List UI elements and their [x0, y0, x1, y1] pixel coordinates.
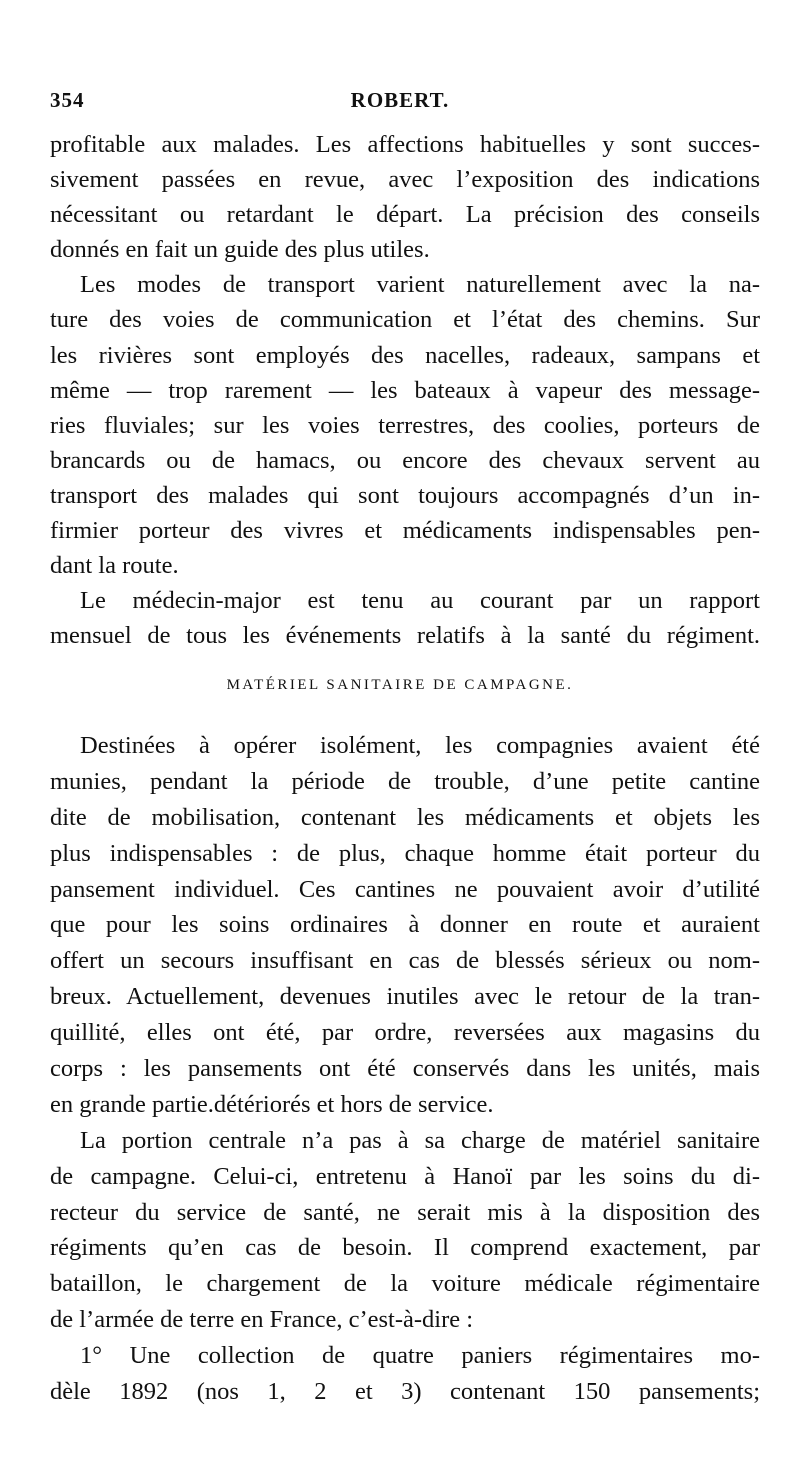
text-block-1: [50, 127, 760, 653]
text-line: bataillon, le chargement de la voiture médicale régimentaire: [50, 1270, 760, 1298]
text-line: dant la route.: [50, 552, 179, 580]
text-line: corps : les pansements ont été conservés dans les unités, mais: [50, 1055, 760, 1083]
text-line: munies, pendant la période de trouble, d’une petite cantine: [50, 767, 760, 795]
running-head: ROBERT.: [350, 88, 450, 112]
text-line: régiments qu’en cas de besoin. Il comprend exactement, par: [50, 1234, 760, 1262]
text-line: même — trop rarement — les bateaux à vapeur des message-: [50, 376, 760, 404]
text-line: plus indispensables : de plus, chaque homme était porteur du: [50, 839, 760, 867]
text-line: mensuel de tous les événements relatifs à la santé du régiment.: [50, 622, 760, 650]
text-line: dite de mobilisation, contenant les médicaments et objets les: [50, 803, 760, 831]
text-line: Le médecin-major est tenu au courant par un rapport: [80, 587, 760, 615]
page-number: 354: [50, 88, 85, 112]
text-line: breux. Actuellement, devenues inutiles avec le retour de la tran-: [50, 983, 760, 1011]
text-line: Destinées à opérer isolément, les compagnies avaient été: [80, 732, 760, 759]
text-line: ture des voies de communication et l’état des chemins. Sur: [50, 306, 760, 334]
text-line: pansement individuel. Ces cantines ne pouvaient avoir d’utilité: [50, 875, 760, 903]
text-line: en grande partie.détériorés et hors de service.: [50, 1090, 494, 1118]
text-line: transport des malades qui sont toujours accompagnés d’un in-: [50, 481, 760, 509]
text-line: recteur du service de santé, ne serait mis à la disposition des: [50, 1198, 760, 1226]
text-line: de campagne. Celui-ci, entretenu à Hanoï par les soins du di-: [50, 1162, 760, 1190]
page-header: [50, 88, 750, 118]
text-line: Les modes de transport varient naturellement avec la na-: [80, 271, 760, 299]
text-line: brancards ou de hamacs, ou encore des chevaux servent au: [50, 446, 760, 474]
text-block-2: [50, 728, 760, 1410]
text-line: dèle 1892 (nos 1, 2 et 3) contenant 150 pansements;: [50, 1378, 760, 1406]
text-line: nécessitant ou retardant le départ. La précision des conseils: [50, 201, 760, 229]
text-line: ries fluviales; sur les voies terrestres, des coolies, porteurs de: [50, 411, 760, 439]
text-line: sivement passées en revue, avec l’exposition des indications: [50, 166, 760, 194]
text-line: profitable aux malades. Les affections habituelles y sont succes-: [50, 131, 760, 158]
text-line: offert un secours insuffisant en cas de blessés sérieux ou nom-: [50, 947, 760, 975]
section-title: MATÉRIEL SANITAIRE DE CAMPAGNE.: [226, 677, 574, 693]
text-line: que pour les soins ordinaires à donner en route et auraient: [50, 911, 760, 939]
text-line: firmier porteur des vivres et médicaments indispensables pen-: [50, 517, 760, 545]
text-line: quillité, elles ont été, par ordre, reversées aux magasins du: [50, 1019, 760, 1047]
text-line: les rivières sont employés des nacelles, radeaux, sampans et: [50, 341, 760, 369]
text-line: de l’armée de terre en France, c’est-à-dire :: [50, 1306, 474, 1334]
text-line: donnés en fait un guide des plus utiles.: [50, 236, 430, 264]
text-line: 1° Une collection de quatre paniers régimentaires mo-: [80, 1342, 760, 1370]
text-line: La portion centrale n’a pas à sa charge de matériel sanitaire: [80, 1126, 760, 1154]
